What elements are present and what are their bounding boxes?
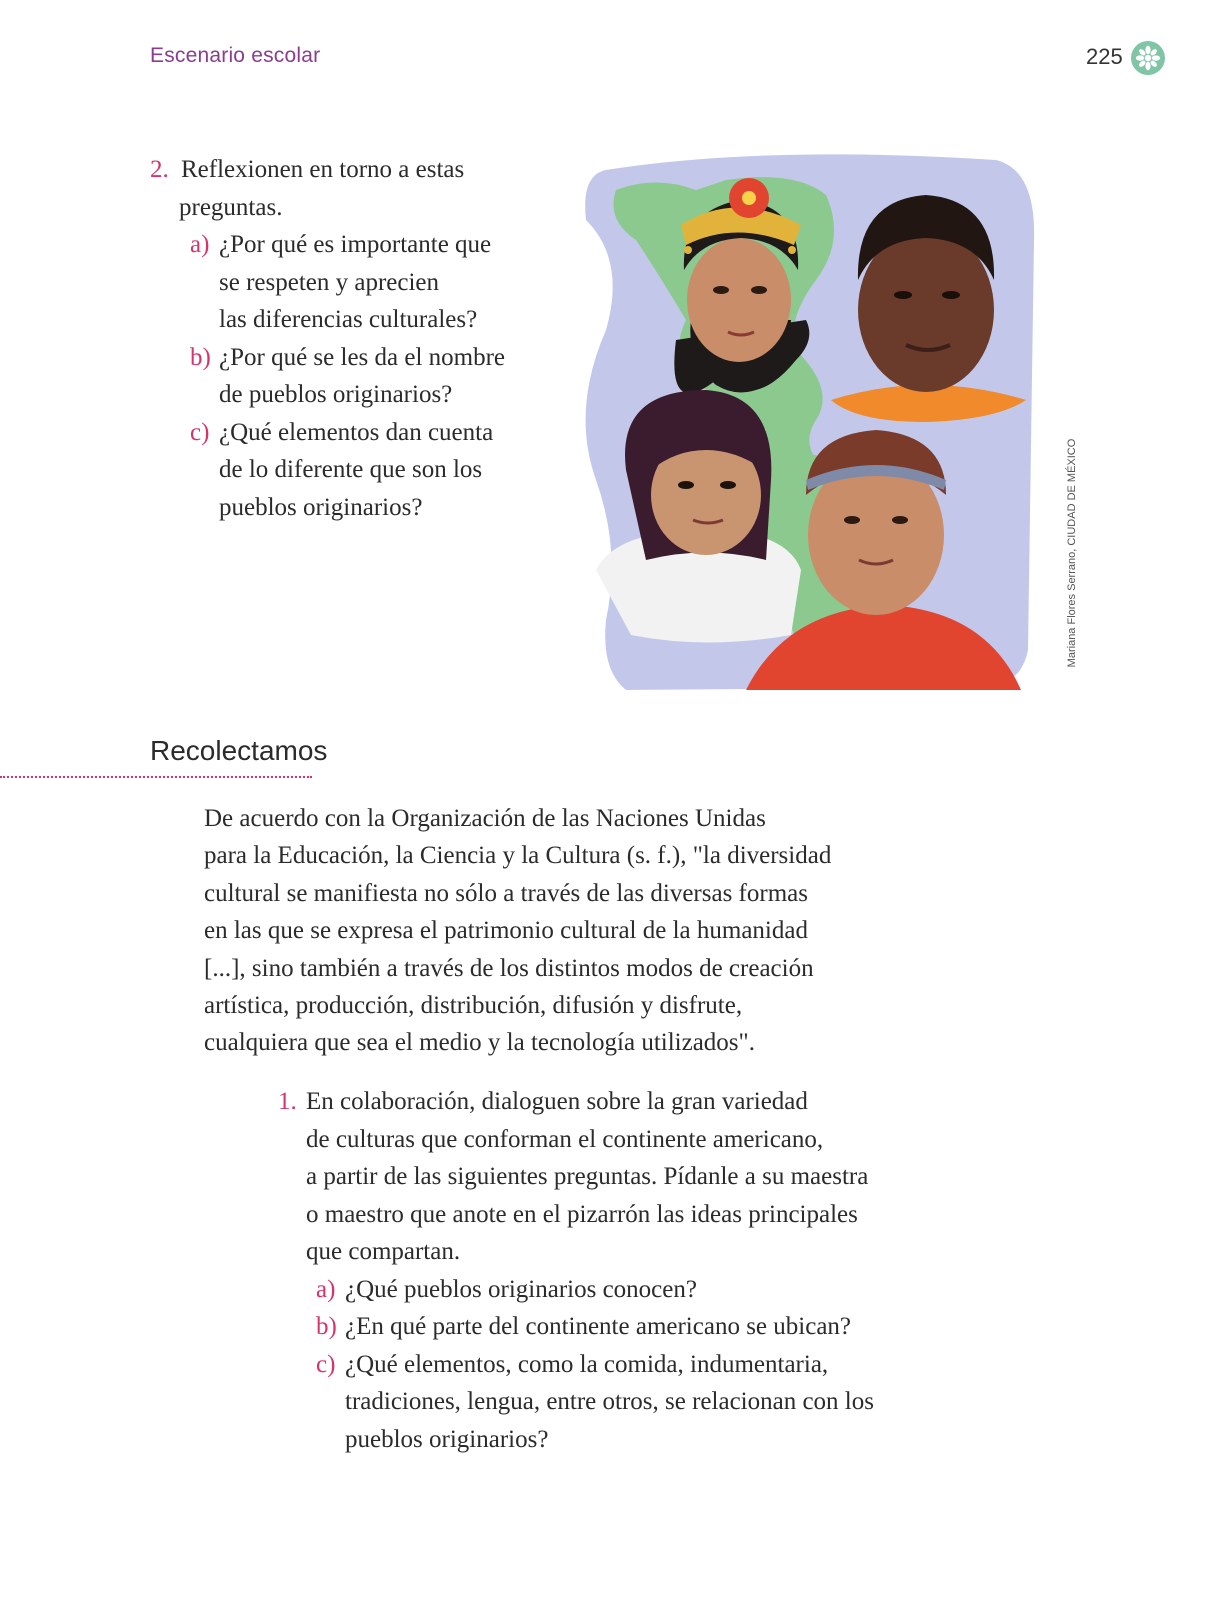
running-header: Escenario escolar [150, 44, 321, 67]
unesco-paragraph: De acuerdo con la Organización de las Naciones Unidas para la Educación, la Ciencia y la Cultura (s. f.), "la diversidad cultural se manifiesta no sólo a través de las diversas formas en las que se expresa el patrimonio cultural de la humanidad [...], sino también a través de los distintos modos de creación artística, producción, distribución, difusión y disfrute, cualquiera que sea el medio y la tecnología utilizados". [204, 805, 832, 1057]
activity-1: 1. En colaboración, dialoguen sobre la gran variedad de culturas que conforman el continente americano, a partir de las siguientes preguntas. Pídanle a su maestra o maestro que anote en el pizarrón las ideas principales que compartan. a) ¿Qué pueblos originarios conocen? b) ¿En qué parte del continente americano se ubican? c) ¿Qué elementos, como la comida, indumentaria, tradiciones, lengua, entre otros, se relacionan con los pueblos originarios? [278, 1083, 938, 1458]
portraits-illustration [566, 150, 1046, 695]
activity-1-question-b: b) ¿En qué parte del continente americano se ubican? [316, 1313, 852, 1340]
section-divider [0, 776, 312, 778]
activity-1-question-a: a) ¿Qué pueblos originarios conocen? [316, 1275, 697, 1303]
activity-2: 2. Reflexionen en torno a estas preguntas. a) ¿Por qué es importante que se respeten y aprecien las diferencias culturales? b) ¿Por qué se les da el nombre de pueblos originarios? c) ¿Qué elementos dan cuenta de lo diferente que son los pueblos originarios? [150, 151, 570, 526]
question-a: a) ¿Por qué es importante que se respeten y aprecien las diferencias culturales? [190, 231, 492, 333]
activity-2-number: 2. [150, 156, 169, 183]
page-number: 225 [1086, 44, 1123, 69]
activity-2-intro: 2. Reflexionen en torno a estas [150, 156, 465, 183]
activity-1-question-c: c) ¿Qué elementos, como la comida, indumentaria, tradiciones, lengua, entre otros, se relacionan con los pueblos originarios? [316, 1350, 874, 1453]
question-c: c) ¿Qué elementos dan cuenta de lo diferente que son los pueblos originarios? [190, 418, 494, 521]
section-title: Recolectamos [150, 735, 328, 766]
activity-1-number: 1. [278, 1088, 297, 1115]
question-b: b) ¿Por qué se les da el nombre de pueblos originarios? [190, 343, 506, 408]
illustration-credit: Mariana Flores Serrano, CIUDAD DE MÉXICO [1066, 438, 1078, 668]
flower-icon [1131, 41, 1165, 75]
